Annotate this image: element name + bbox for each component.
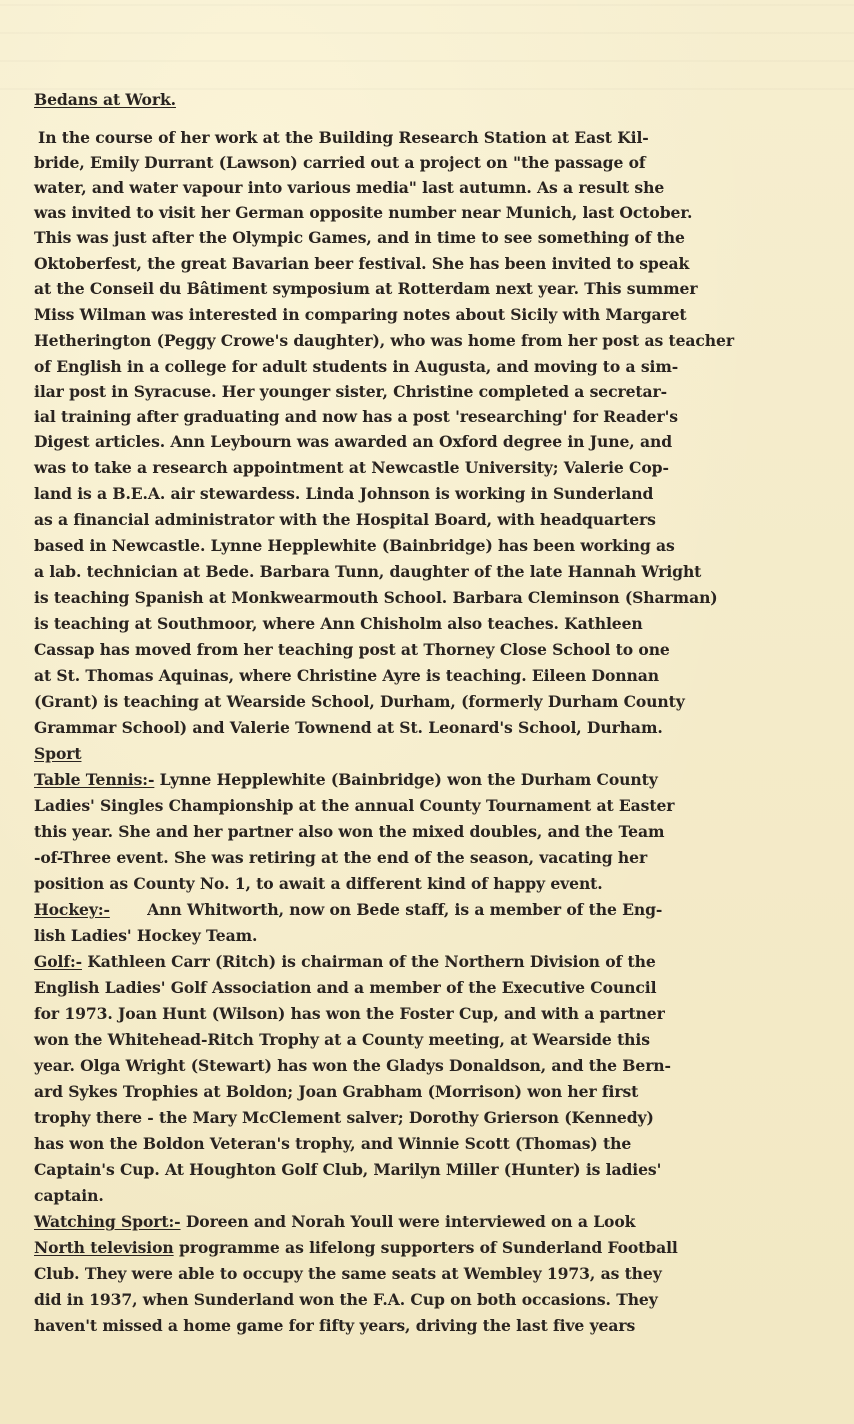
paragraph-line: captain. <box>34 1186 104 1205</box>
paragraph-line: Captain's Cup. At Houghton Golf Club, Marilyn Miller (Hunter) is ladies' <box>34 1160 662 1179</box>
paragraph-line: of English in a college for adult students in Augusta, and moving to a sim- <box>34 357 679 376</box>
paragraph-line: won the Whitehead-Ritch Trophy at a County meeting, at Wearside this <box>34 1030 650 1049</box>
paragraph-line: a lab. technician at Bede. Barbara Tunn, daughter of the late Hannah Wright <box>34 562 702 581</box>
hockey-line <box>34 900 662 920</box>
paragraph-line: did in 1937, when Sunderland won the F.A. Cup on both occasions. They <box>34 1290 658 1309</box>
paragraph-line: Club. They were able to occupy the same seats at Wembley 1973, as they <box>34 1264 662 1283</box>
hockey-text: Ann Whitworth, now on Bede staff, is a member of the Eng- <box>109 900 663 919</box>
paragraph-line: In the course of her work at the Building Research Station at East Kil- <box>38 128 649 147</box>
paragraph-line: Miss Wilman was interested in comparing notes about Sicily with Margaret <box>34 305 687 324</box>
look-north-label: North television <box>34 1238 174 1257</box>
paragraph-line: year. Olga Wright (Stewart) has won the Gladys Donaldson, and the Bern- <box>34 1056 671 1075</box>
paragraph-line: trophy there - the Mary McClement salver; Dorothy Grierson (Kennedy) <box>34 1108 654 1127</box>
golf-label: Golf:- <box>34 952 82 971</box>
golf-text: Kathleen Carr (Ritch) is chairman of the Northern Division of the <box>81 952 656 971</box>
paragraph-line: bride, Emily Durrant (Lawson) carried out a project on "the passage of <box>34 153 646 172</box>
paragraph-line: English Ladies' Golf Association and a member of the Executive Council <box>34 978 657 997</box>
watching-sport-label: Watching Sport:- <box>34 1212 181 1231</box>
paragraph-line: at the Conseil du Bâtiment symposium at Rotterdam next year. This summer <box>34 279 698 298</box>
paragraph-line: -of-Three event. She was retiring at the end of the season, vacating her <box>34 848 648 867</box>
watching-sport-line-2 <box>34 1238 678 1258</box>
paragraph-line: This was just after the Olympic Games, and in time to see something of the <box>34 228 685 247</box>
paragraph-line: this year. She and her partner also won the mixed doubles, and the Team <box>34 822 665 841</box>
paragraph-line: Digest articles. Ann Leybourn was awarded an Oxford degree in June, and <box>34 432 673 451</box>
paragraph-line: Ladies' Singles Championship at the annual County Tournament at Easter <box>34 796 675 815</box>
paragraph-line: Grammar School) and Valerie Townend at St. Leonard's School, Durham. <box>34 718 663 737</box>
paragraph-line: based in Newcastle. Lynne Hepplewhite (Bainbridge) has been working as <box>34 536 675 555</box>
paragraph-line: ilar post in Syracuse. Her younger sister, Christine completed a secretar- <box>34 382 668 401</box>
paragraph-line: is teaching Spanish at Monkwearmouth School. Barbara Cleminson (Sharman) <box>34 588 718 607</box>
paragraph-line: water, and water vapour into various media" last autumn. As a result she <box>34 178 665 197</box>
paragraph-line: was invited to visit her German opposite number near Munich, last October. <box>34 203 693 222</box>
watching-sport-text-2: programme as lifelong supporters of Sunderland Football <box>173 1238 678 1257</box>
golf-line <box>34 952 656 972</box>
paragraph-line: (Grant) is teaching at Wearside School, Durham, (formerly Durham County <box>34 692 685 711</box>
table-tennis-text: Lynne Hepplewhite (Bainbridge) won the Durham County <box>154 770 658 789</box>
paragraph-line: land is a B.E.A. air stewardess. Linda Johnson is working in Sunderland <box>34 484 654 503</box>
hockey-label: Hockey:- <box>34 900 110 919</box>
paragraph-line: position as County No. 1, to await a different kind of happy event. <box>34 874 603 893</box>
sport-heading: Sport <box>34 744 82 763</box>
paragraph-line: for 1973. Joan Hunt (Wilson) has won the Foster Cup, and with a partner <box>34 1004 665 1023</box>
paragraph-line: ial training after graduating and now has a post 'researching' for Reader's <box>34 407 678 426</box>
paragraph-line: was to take a research appointment at Newcastle University; Valerie Cop- <box>34 458 669 477</box>
section-heading: Bedans at Work. <box>34 90 176 109</box>
paragraph-line: has won the Boldon Veteran's trophy, and Winnie Scott (Thomas) the <box>34 1134 632 1153</box>
watching-sport-line <box>34 1212 635 1232</box>
paragraph-line: lish Ladies' Hockey Team. <box>34 926 258 945</box>
paragraph-line: Cassap has moved from her teaching post at Thorney Close School to one <box>34 640 670 659</box>
paragraph-line: is teaching at Southmoor, where Ann Chisholm also teaches. Kathleen <box>34 614 643 633</box>
watching-sport-text: Doreen and Norah Youll were interviewed on a Look <box>180 1212 636 1231</box>
paragraph-line: Hetherington (Peggy Crowe's daughter), who was home from her post as teacher <box>34 331 734 350</box>
table-tennis-line <box>34 770 658 790</box>
paragraph-line: haven't missed a home game for fifty years, driving the last five years <box>34 1316 636 1335</box>
paragraph-line: ard Sykes Trophies at Boldon; Joan Grabham (Morrison) won her first <box>34 1082 639 1101</box>
table-tennis-label: Table Tennis:- <box>34 770 155 789</box>
paragraph-line: at St. Thomas Aquinas, where Christine Ayre is teaching. Eileen Donnan <box>34 666 659 685</box>
paragraph-line: as a financial administrator with the Hospital Board, with headquarters <box>34 510 656 529</box>
paragraph-line: Oktoberfest, the great Bavarian beer festival. She has been invited to speak <box>34 254 690 273</box>
show-through-texture <box>0 0 854 90</box>
